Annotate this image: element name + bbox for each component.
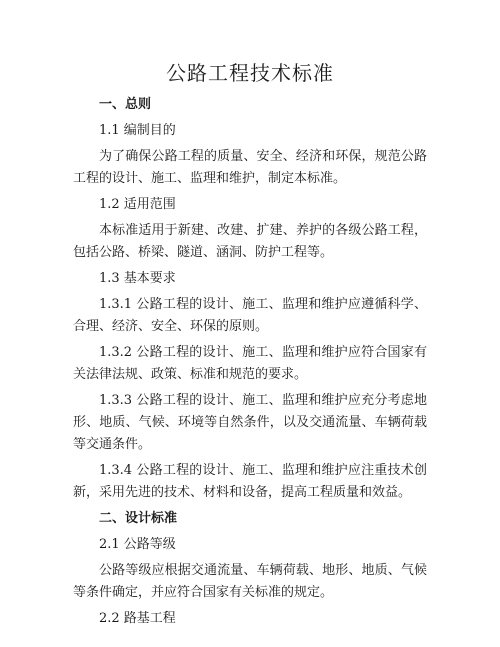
paragraph: 1.3.3 公路工程的设计、施工、监理和维护应充分考虑地形、地质、气候、环境等自然条件，以及交通流量、车辆荷载等交通条件。 [73,393,427,452]
section-heading: 一、总则 [99,97,152,112]
document-title: 公路工程技术标准 [166,61,334,85]
paragraph: 本标准适用于新建、改建、扩建、养护的各级公路工程，包括公路、桥梁、隧道、涵洞、防护工程等。 [73,223,427,260]
paragraph: 1.3.4 公路工程的设计、施工、监理和维护应注重技术创新，采用先进的技术、材料和设备，提高工程质量和效益。 [73,463,427,500]
document-body [73,94,427,634]
paragraph: 1.3.2 公路工程的设计、施工、监理和维护应符合国家有关法律法规、政策、标准和规范的要求。 [73,345,427,382]
section-heading: 二、设计标准 [99,511,178,526]
subsection-heading: 1.2 适用范围 [99,197,176,212]
paragraph: 为了确保公路工程的质量、安全、经济和环保，规范公路工程的设计、施工、监理和维护，制定本标准。 [73,149,427,186]
paragraph: 公路等级应根据交通流量、车辆荷载、地形、地质、气候等条件确定，并应符合国家有关标准的规定。 [73,563,427,600]
subsection-heading: 2.1 公路等级 [99,537,176,552]
subsection-heading: 1.1 编制目的 [99,123,176,138]
paragraph: 1.3.1 公路工程的设计、施工、监理和维护应遵循科学、合理、经济、安全、环保的原则。 [73,297,427,334]
subsection-heading: 1.3 基本要求 [99,271,176,286]
subsection-heading: 2.2 路基工程 [99,611,176,626]
